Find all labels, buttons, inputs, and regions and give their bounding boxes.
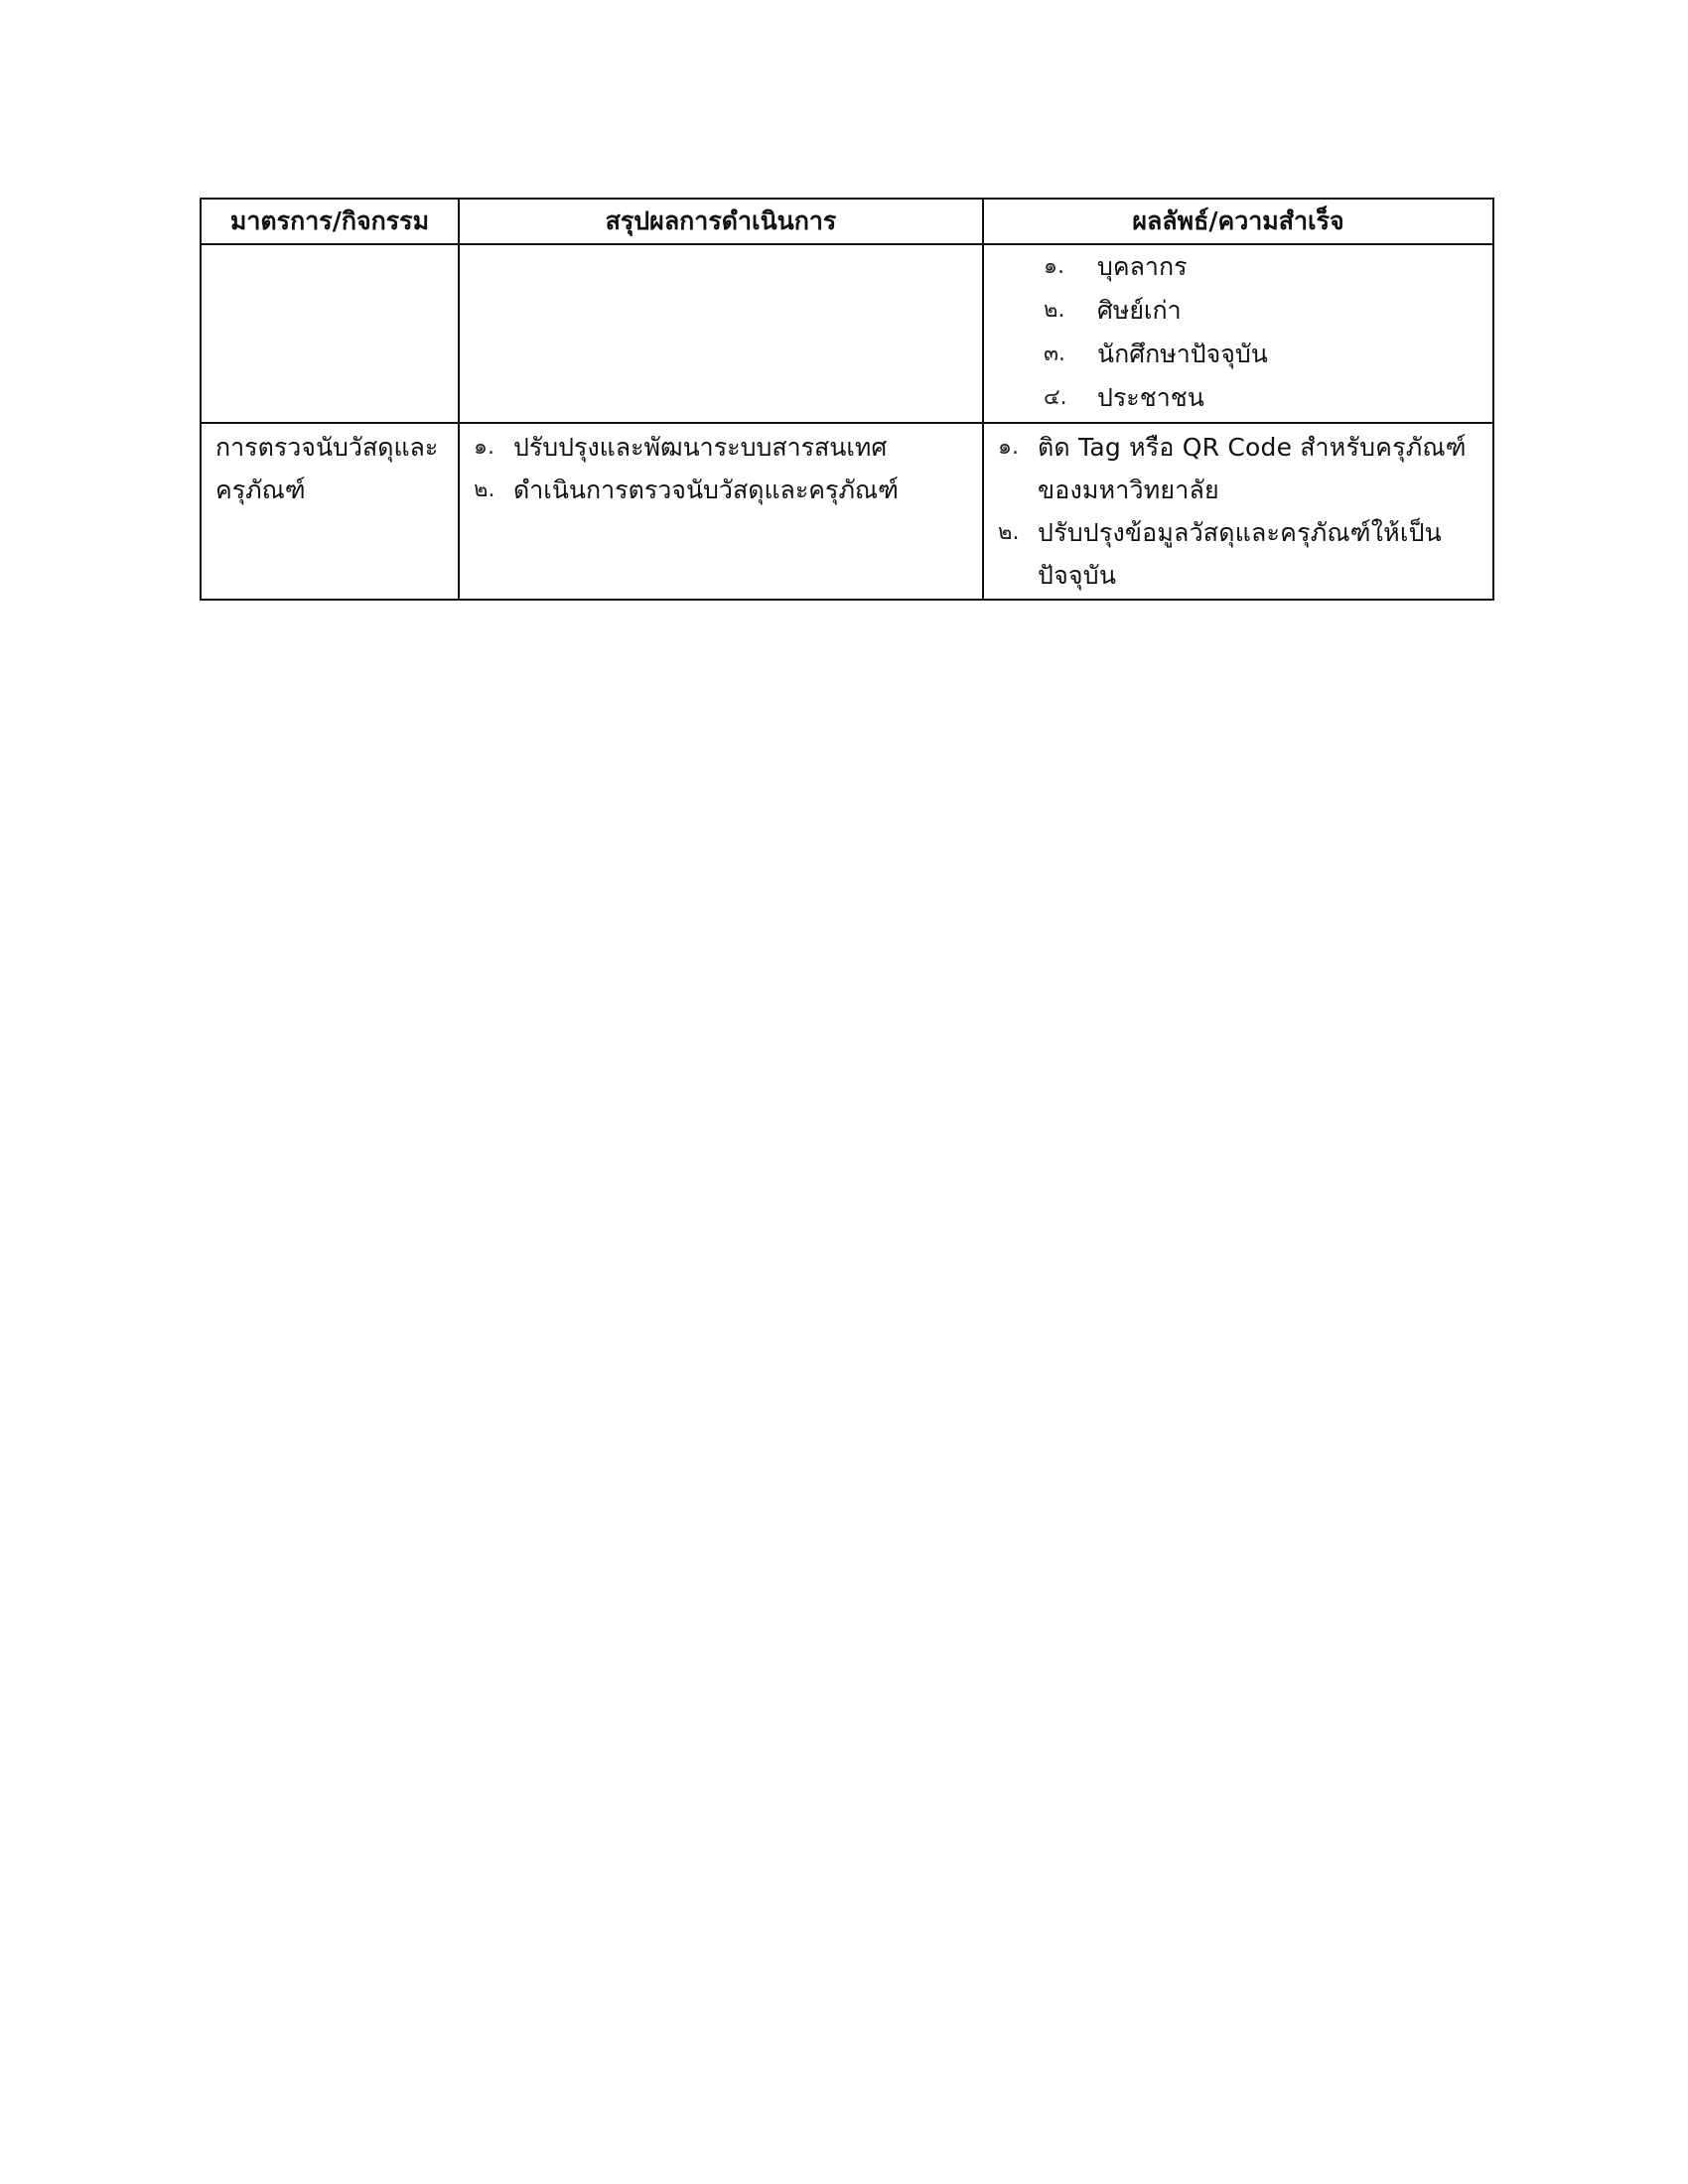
list-number: ๑. <box>1044 254 1064 279</box>
list-text: ดำเนินการตรวจนับวัสดุและครุภัณฑ์ <box>513 476 899 504</box>
list-number: ๒. <box>998 520 1020 545</box>
list-item <box>1044 245 1492 289</box>
row1-results-cell <box>983 244 1493 423</box>
list-text: บุคลากร <box>1097 252 1188 281</box>
measure-text: การตรวจนับวัสดุและครุภัณฑ์ <box>215 433 439 504</box>
table-row <box>201 423 1493 600</box>
list-number: ๓. <box>1044 341 1066 366</box>
list-text: ศิษย์เก่า <box>1097 296 1182 325</box>
row2-summary-cell <box>459 423 983 600</box>
list-item <box>1044 333 1492 376</box>
list-number: ๑. <box>998 435 1019 460</box>
list-number: ๔. <box>1044 385 1067 410</box>
row2-results-cell <box>983 423 1493 600</box>
row2-summary-list <box>474 426 970 511</box>
list-item <box>474 426 970 469</box>
list-text: นักศึกษาปัจจุบัน <box>1097 340 1268 368</box>
list-item <box>1044 376 1492 420</box>
list-number: ๒. <box>1044 298 1065 323</box>
header-results: ผลลัพธ์/ความสำเร็จ <box>983 199 1493 244</box>
list-text: ปรับปรุงและพัฒนาระบบสารสนเทศ <box>513 433 888 462</box>
list-item <box>998 426 1480 511</box>
list-number: ๑. <box>474 435 494 460</box>
header-summary: สรุปผลการดำเนินการ <box>459 199 983 244</box>
list-item <box>998 511 1480 597</box>
row1-results-list <box>984 245 1492 420</box>
row1-summary-cell <box>459 244 983 423</box>
list-number: ๒. <box>474 478 495 502</box>
table-header-row <box>201 199 1493 244</box>
row1-measure-cell <box>201 244 459 423</box>
row2-results-list <box>998 426 1480 597</box>
list-item <box>1044 289 1492 333</box>
list-text: ปรับปรุงข้อมูลวัสดุและครุภัณฑ์ให้เป็นปัจจุบัน <box>1038 518 1442 590</box>
table-row <box>201 244 1493 423</box>
row2-measure-cell <box>201 423 459 600</box>
header-measure: มาตรการ/กิจกรรม <box>201 199 459 244</box>
list-text: ติด Tag หรือ QR Code สำหรับครุภัณฑ์ของมหาวิทยาลัย <box>1038 433 1467 504</box>
results-table <box>200 198 1494 601</box>
list-item <box>474 469 970 511</box>
list-text: ประชาชน <box>1097 383 1204 412</box>
